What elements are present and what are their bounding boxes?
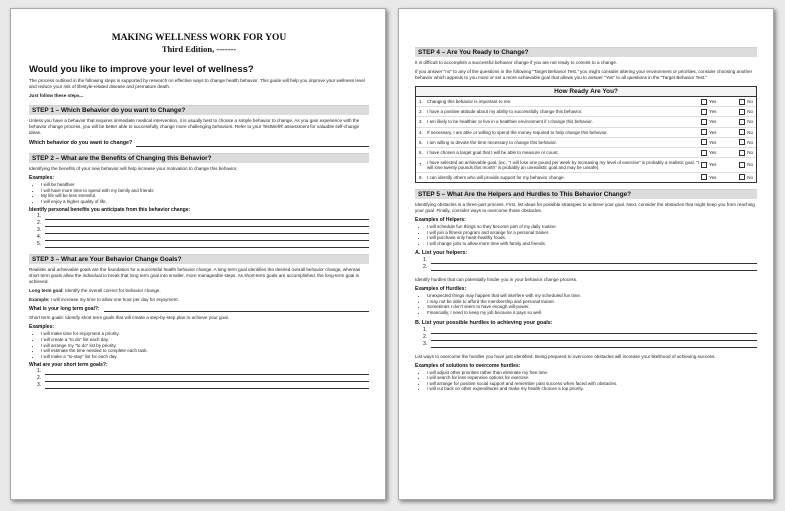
list-item: • I will enjoy a higher quality of life.: [41, 199, 369, 205]
benefit-line[interactable]: [37, 213, 369, 220]
benefit-line[interactable]: [37, 241, 369, 248]
step-3-examples-label: Examples:: [29, 324, 55, 331]
list-item: • Unexpected things may happen that will interfere with my scheduled fun time.: [427, 293, 757, 299]
list-hurdles-label: B. List your possible hurdles to achieving your goals:: [415, 319, 553, 326]
list-item: • Financially, I need to keep my job because it pays so well.: [427, 310, 757, 316]
step-5-heading: STEP 5 – What Are the Helpers and Hurdles to This Behavior Change?: [415, 189, 757, 199]
yes-label: Yes: [709, 119, 717, 125]
hurdle-line[interactable]: [423, 334, 757, 341]
checkbox-box[interactable]: [701, 119, 707, 125]
readiness-item-number: 7.: [419, 162, 423, 168]
readiness-item: [416, 97, 756, 107]
line-number: 1.: [37, 213, 42, 220]
write-line[interactable]: [45, 235, 369, 241]
list-item: • Sometimes I don't seem to have enough will-power.: [427, 304, 757, 310]
write-line[interactable]: [45, 228, 369, 234]
yes-checkbox[interactable]: [701, 109, 716, 115]
line-number: 3.: [423, 340, 428, 347]
yes-no-options: [701, 99, 753, 105]
checkbox-box[interactable]: [739, 99, 745, 105]
yes-no-options: [701, 174, 753, 180]
list-item: • I will estimate the time needed to complete each task.: [41, 348, 369, 354]
benefit-line[interactable]: [37, 234, 369, 241]
line-number: 2.: [37, 220, 42, 227]
yes-checkbox[interactable]: [701, 174, 716, 180]
yes-label: Yes: [709, 129, 717, 135]
hurdles-examples-label: Examples of Hurdles:: [415, 286, 467, 293]
readiness-item: [416, 128, 756, 138]
overcome-text: List ways to overcome the hurdles you have just identified. Being prepared to overcome obstacles will increase your likelihood of achieving success.: [415, 353, 716, 359]
hurdle-line[interactable]: [423, 327, 757, 334]
hurdles-intro: Identify hurdles that can potentially hinder you in your behavior change process.: [415, 277, 578, 283]
checkbox-box[interactable]: [739, 174, 745, 180]
list-item: • I will change jobs to allow more time with family and friends.: [427, 241, 757, 247]
readiness-item-text: I have selected an achievable goal, (ex., "I will lose one pound per week by increasing my level of exercise" is probably a realistic goal. "I will lose twenty pounds this month" is probably an unrealistic goal and may be unsafe).: [427, 159, 699, 170]
write-line[interactable]: [431, 258, 757, 264]
line-number: 1.: [37, 368, 42, 375]
list-item: • I will be healthier: [41, 182, 369, 188]
step-4-body-1: It is difficult to accomplish a successful behavior change if you are not ready to commit to a change.: [415, 60, 618, 65]
which-behavior-label: Which behavior do you want to change?: [29, 140, 133, 146]
worksheet-page-2: [398, 8, 774, 500]
line-number: 1.: [423, 257, 428, 264]
short-goal-line[interactable]: [37, 375, 369, 382]
checkbox-box[interactable]: [739, 150, 745, 156]
long-term-example: [29, 297, 369, 303]
write-line[interactable]: [45, 214, 369, 220]
checkbox-box[interactable]: [701, 174, 707, 180]
readiness-item-number: 1.: [419, 98, 423, 104]
hurdle-line[interactable]: [423, 341, 757, 348]
checkbox-box[interactable]: [701, 150, 707, 156]
line-number: 3.: [37, 227, 42, 234]
list-item: • I may not be able to afford the membership and personal trainer.: [427, 299, 757, 305]
hurdles-examples-list: [415, 293, 757, 315]
short-goal-line[interactable]: [37, 368, 369, 375]
yes-label: Yes: [709, 98, 717, 104]
list-item: • I will join a fitness program and arrange for a personal trainer.: [427, 230, 757, 236]
readiness-item-text: I can identify others who will provide support for my behavior change.: [427, 174, 565, 180]
list-item: • I will arrange my "to do" list by priority.: [41, 343, 369, 349]
readiness-checklist: [415, 86, 757, 183]
step-2-heading: STEP 2 – What are the Benefits of Changing this Behavior?: [29, 153, 369, 163]
yes-label: Yes: [709, 162, 717, 168]
no-checkbox[interactable]: [739, 139, 753, 145]
no-label: No: [747, 109, 753, 115]
step-5-body: Identifying obstacles is a three-part process. First, list ideas for possible strategies to achieve your goal. Next, consider the obstacles that might keep you from reaching your goal. Finally, consider ways to overcome those obstacles.: [415, 201, 755, 213]
list-item: • I will have more time to spend with my family and friends: [41, 188, 369, 194]
checkbox-box[interactable]: [701, 129, 707, 135]
helper-line[interactable]: [423, 257, 757, 264]
step-1-body: Unless you have a behavior that requires immediate medical intervention, it is usually best to choose a simple behavior to change. As you gain experience with the behavior change process, you will be better able to successfully change more challenging behaviors. Refer to your TestWell® assessment for valuable self-change ideas.: [29, 118, 360, 135]
readiness-item-text: If necessary, I am able or willing to spend the money required to help change this behavior.: [427, 129, 608, 135]
checkbox-box[interactable]: [739, 139, 745, 145]
no-label: No: [747, 119, 753, 125]
benefit-line[interactable]: [37, 220, 369, 227]
readiness-item-number: 4.: [419, 129, 423, 135]
line-number: 2.: [37, 375, 42, 382]
write-line[interactable]: [431, 328, 757, 334]
write-line[interactable]: [431, 342, 757, 348]
which-behavior-field[interactable]: [29, 140, 369, 147]
yes-checkbox[interactable]: [701, 119, 716, 125]
readiness-title: How Ready Are You?: [416, 87, 756, 97]
list-item: • I will purchase only heart-healthy foods.: [427, 235, 757, 241]
list-helpers-label: A. List your helpers:: [415, 250, 468, 257]
step-2-examples-list: [29, 182, 369, 204]
long-term-label: Long term goal:: [29, 288, 64, 294]
write-line[interactable]: [45, 369, 369, 375]
solutions-list: [415, 370, 757, 392]
list-item: • I will make a "to-stay" list for each day.: [41, 354, 369, 360]
document-subtitle: Third Edition, -------: [161, 44, 237, 54]
yes-no-options: [701, 139, 753, 145]
example-label: Example:: [29, 297, 50, 303]
no-label: No: [747, 162, 753, 168]
write-line[interactable]: [45, 221, 369, 227]
solutions-label: Examples of solutions to overcome hurdles:: [415, 362, 521, 369]
readiness-item-number: 6.: [419, 149, 423, 155]
short-goal-line[interactable]: [37, 382, 369, 389]
which-behavior-line[interactable]: [136, 141, 369, 147]
what-short-term-label: What are your short term goals?:: [29, 362, 108, 369]
list-item: • I will adjust other priorities rather than eliminate my free time.: [427, 370, 757, 376]
yes-label: Yes: [709, 149, 717, 155]
yes-no-options: [701, 119, 753, 125]
long-term-goal-line[interactable]: [104, 306, 369, 312]
list-item: • I will create a "to do" list each day.: [41, 337, 369, 343]
no-checkbox[interactable]: [739, 129, 753, 135]
readiness-item: [416, 148, 756, 158]
readiness-item: [416, 173, 756, 182]
yes-no-options: [701, 150, 753, 156]
step-2-body: Identifying the benefits of your new behavior will help increase your motivation to change this behavior.: [29, 166, 238, 171]
list-item: • I will arrange for positive social support and remember past success when faced with obstacles.: [427, 381, 757, 387]
example-text: I will increase my time to allow one hour per day for enjoyment.: [50, 297, 179, 303]
no-label: No: [747, 129, 753, 135]
readiness-item-text: Changing this behavior is important to me.: [427, 98, 512, 104]
readiness-item-text: I have a positive attitude about my ability to successfully change this behavior.: [427, 109, 583, 115]
readiness-item-number: 2.: [419, 109, 423, 115]
readiness-item-text: I am likely to be healthier or live in a healthier environment if I change this behavior.: [427, 119, 593, 125]
yes-checkbox[interactable]: [701, 129, 716, 135]
write-line[interactable]: [45, 376, 369, 382]
long-term-goal-field[interactable]: [29, 306, 369, 312]
readiness-item: [416, 138, 756, 148]
no-label: No: [747, 149, 753, 155]
write-line[interactable]: [431, 335, 757, 341]
helpers-examples-list: [415, 224, 757, 246]
list-item: • I will schedule fun things so they become part of my daily routine.: [427, 224, 757, 230]
yes-no-options: [701, 162, 753, 168]
step-2-examples-label: Examples:: [29, 175, 55, 181]
no-checkbox[interactable]: [739, 119, 753, 125]
step-4-heading: STEP 4 – Are You Ready to Change?: [415, 47, 757, 57]
no-checkbox[interactable]: [739, 150, 753, 156]
yes-label: Yes: [709, 109, 717, 115]
list-item: • I will make time for enjoyment a priority.: [41, 331, 369, 337]
short-term-goal-def: [29, 315, 369, 321]
just-follow-text: Just follow these steps...: [29, 93, 84, 98]
long-term-desc: Identify the overall correct for behavior change.: [65, 288, 161, 294]
short-term-desc: Identify short term goals that will create a step-by-step plan to achieve your goal.: [65, 315, 229, 321]
line-number: 3.: [37, 382, 42, 389]
wellness-question: Would you like to improve your level of wellness?: [29, 64, 254, 75]
yes-checkbox[interactable]: [701, 162, 716, 168]
no-checkbox[interactable]: [739, 109, 753, 115]
what-long-term-label: What is your long term goal?:: [29, 306, 100, 313]
line-number: 2.: [423, 333, 428, 340]
yes-checkbox[interactable]: [701, 150, 716, 156]
checkbox-box[interactable]: [701, 139, 707, 145]
intro-paragraph: The process outlined in the following steps is supported by research on effective ways to change health behavior. This guide will help you improve your wellness level and reduce your risk of lifestyle-related disease and premature death.: [29, 78, 365, 89]
line-number: 2.: [423, 264, 428, 271]
line-number: 5.: [37, 241, 42, 248]
list-item: • My life will be less stressful.: [41, 193, 369, 199]
readiness-item-text: I have chosen a target goal that I will be able to measure or count.: [427, 149, 559, 155]
worksheet-page-1: [10, 8, 386, 500]
step-3-body: Realistic and achievable goals are the foundation for a successful health behavior change. A long term goal identifies the desired overall behavior change, whereas short term goals allow the individual to break that long term goal into smaller, more manageable steps. As short-term goals are accomplished, the long-term goal is achieved.: [29, 267, 361, 285]
checkbox-box[interactable]: [701, 162, 707, 168]
helpers-examples-label: Examples of Helpers:: [415, 216, 466, 223]
write-line[interactable]: [45, 242, 369, 248]
readiness-item: [416, 158, 756, 173]
no-checkbox[interactable]: [739, 162, 753, 168]
yes-checkbox[interactable]: [701, 139, 716, 145]
readiness-item-text: I am willing to devote the time necessary to change this behavior.: [427, 139, 557, 145]
short-term-label: Short term goals:: [29, 315, 64, 321]
readiness-item-number: 8.: [419, 174, 423, 180]
checkbox-box[interactable]: [739, 129, 745, 135]
step-1-heading: STEP 1 – Which Behavior do you want to Change?: [29, 105, 369, 115]
no-label: No: [747, 139, 753, 145]
checkbox-box[interactable]: [739, 119, 745, 125]
yes-checkbox[interactable]: [701, 99, 716, 105]
checkbox-box[interactable]: [739, 162, 745, 168]
identify-benefits-label: Identify personal benefits you anticipate from this behavior change:: [29, 207, 191, 214]
no-checkbox[interactable]: [739, 99, 753, 105]
write-line[interactable]: [431, 265, 757, 271]
readiness-item-number: 3.: [419, 119, 423, 125]
readiness-item: [416, 117, 756, 127]
line-number: 4.: [37, 234, 42, 241]
step-3-heading: STEP 3 – What are Your Behavior Change Goals?: [29, 254, 369, 264]
checkbox-box[interactable]: [701, 109, 707, 115]
line-number: 1.: [423, 326, 428, 333]
write-line[interactable]: [45, 383, 369, 389]
step-4-body-2: If you answer "no" to any of the questions in the following "Target Behavior Test," you might consider altering your environment or priorities, consider choosing another behavior which appeals to you more or set a more achievable goal that allows you to answer "Yes" to all questions in the "Target Behavior Test.": [415, 69, 753, 80]
list-item: • I will search for less expensive options for exercise.: [427, 375, 757, 381]
benefit-line[interactable]: [37, 227, 369, 234]
no-label: No: [747, 174, 753, 180]
yes-no-options: [701, 129, 753, 135]
readiness-item: [416, 107, 756, 117]
readiness-item-number: 5.: [419, 139, 423, 145]
checkbox-box[interactable]: [701, 99, 707, 105]
yes-no-options: [701, 109, 753, 115]
list-item: • I will cut back on other expenditures and make my health choices a top priority.: [427, 386, 757, 392]
yes-label: Yes: [709, 139, 717, 145]
yes-label: Yes: [709, 174, 717, 180]
helper-line[interactable]: [423, 264, 757, 271]
long-term-goal-def: [29, 288, 369, 294]
document-title: MAKING WELLNESS WORK FOR YOU: [111, 33, 287, 43]
no-label: No: [747, 98, 753, 104]
step-3-examples-list: [29, 331, 369, 359]
no-checkbox[interactable]: [739, 174, 753, 180]
checkbox-box[interactable]: [739, 109, 745, 115]
